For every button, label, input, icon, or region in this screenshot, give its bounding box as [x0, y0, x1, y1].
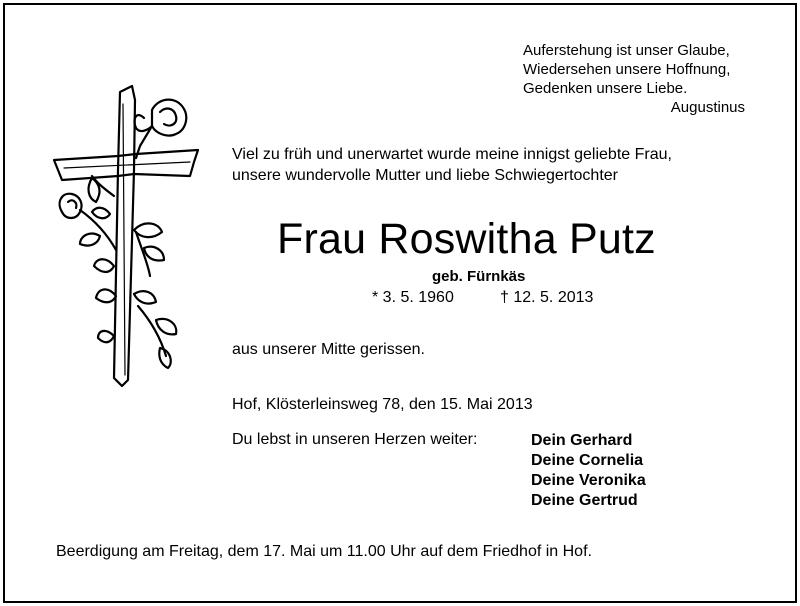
- birth-date: * 3. 5. 1960: [372, 289, 454, 306]
- quote-line: Wiedersehen unsere Hoffnung,: [523, 61, 731, 78]
- epigraph-quote: [523, 41, 745, 117]
- quote-line: Gedenken unsere Liebe.: [523, 80, 688, 97]
- intro-text: [232, 144, 672, 186]
- quote-author: Augustinus: [670, 99, 745, 116]
- birth-name: geb. Fürnkäs: [432, 268, 526, 285]
- cross-with-roses-icon: [40, 80, 220, 440]
- family-member: Deine Veronika: [531, 472, 646, 489]
- deceased-name: Frau Roswitha Putz: [277, 215, 656, 263]
- family-member: Dein Gerhard: [531, 432, 633, 449]
- place-and-date: Hof, Klösterleinsweg 78, den 15. Mai 2013: [232, 396, 533, 413]
- family-member: Deine Cornelia: [531, 452, 644, 469]
- passing-text: aus unserer Mitte gerissen.: [232, 341, 425, 358]
- intro-line: unsere wundervolle Mutter und liebe Schwiegertochter: [232, 167, 618, 184]
- hearts-text: Du lebst in unseren Herzen weiter:: [232, 431, 478, 448]
- death-date: † 12. 5. 2013: [500, 289, 594, 306]
- funeral-notice: Beerdigung am Freitag, dem 17. Mai um 11.00 Uhr auf dem Friedhof in Hof.: [56, 543, 592, 560]
- intro-line: Viel zu früh und unerwartet wurde meine innigst geliebte Frau,: [232, 146, 672, 163]
- family-member: Deine Gertrud: [531, 492, 638, 509]
- family-list: [531, 431, 646, 511]
- quote-line: Auferstehung ist unser Glaube,: [523, 42, 730, 59]
